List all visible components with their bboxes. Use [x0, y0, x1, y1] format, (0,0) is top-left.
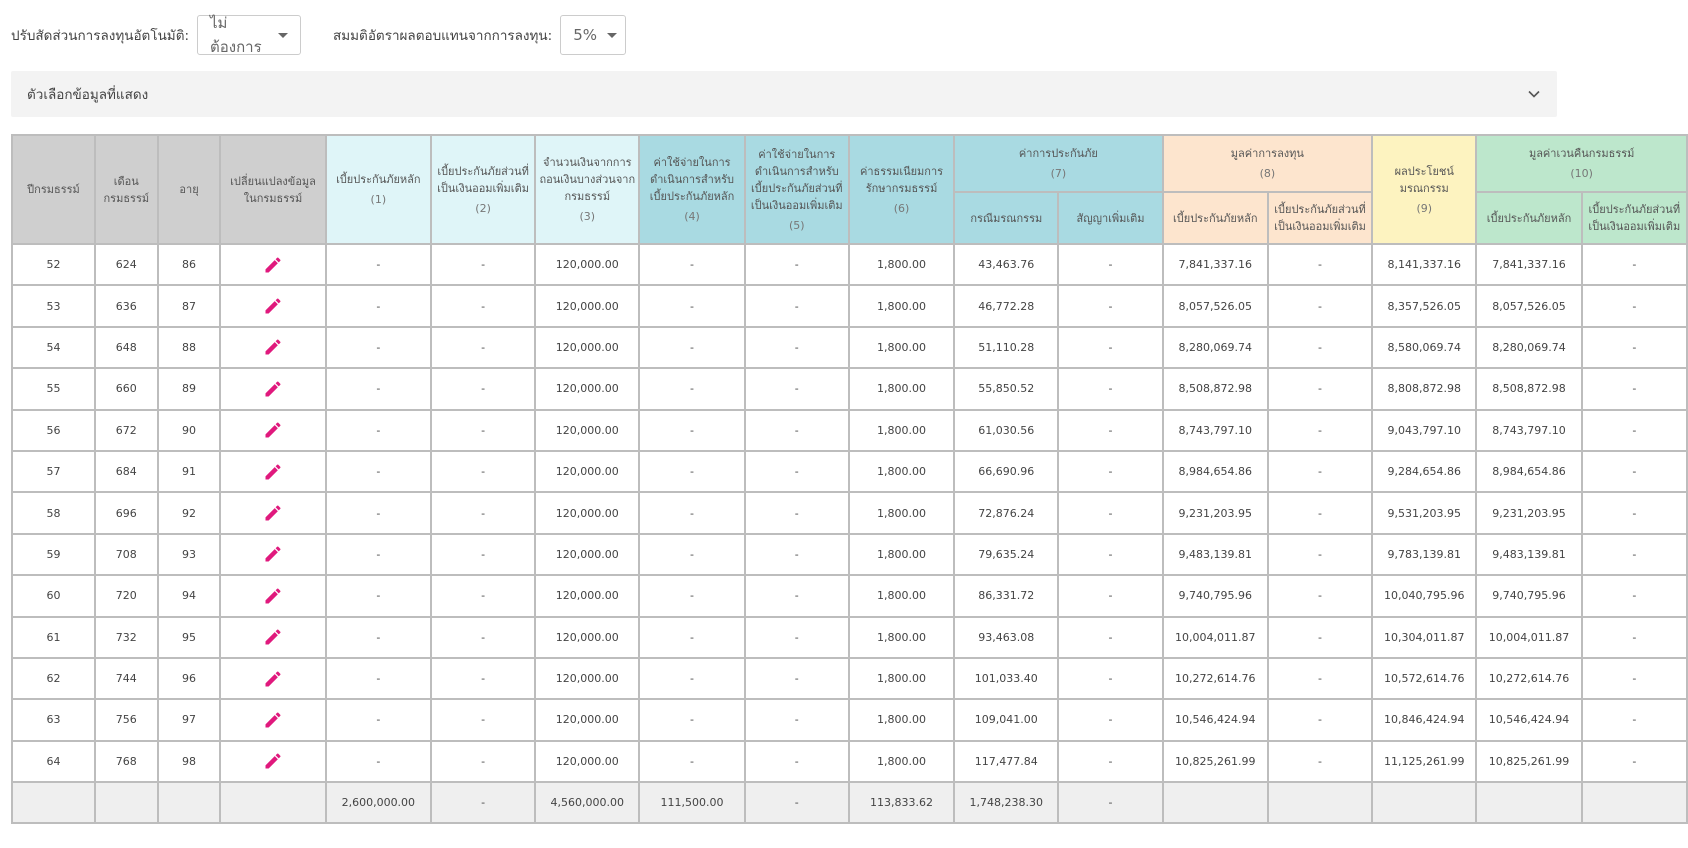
header-death-benefit: ผลประโยชน์มรณกรรม (9) — [1372, 135, 1476, 244]
cell-main-premium: - — [326, 451, 431, 492]
cell-investment-topup: - — [1268, 368, 1372, 409]
cell-policy-month: 636 — [95, 285, 158, 326]
cell-surrender-topup: - — [1582, 451, 1687, 492]
caret-down-icon — [607, 33, 617, 38]
cell-main-premium-charge: - — [639, 451, 744, 492]
pencil-icon — [263, 627, 283, 647]
cell-surrender-main: 8,057,526.05 — [1476, 285, 1581, 326]
total-policy-fee: 113,833.62 — [849, 782, 954, 823]
table-row — [12, 410, 1687, 451]
header-topup-premium-charge: ค่าใช้จ่ายในการดำเนินการสำหรับเบี้ยประกันภัยส่วนที่เป็นเงินออมเพิ่มเติม (5) — [745, 135, 849, 244]
header-age: อายุ — [158, 135, 221, 244]
auto-rebalance-dropdown[interactable] — [197, 15, 301, 55]
cell-death-charge: 51,110.28 — [954, 327, 1058, 368]
cell-policy-year: 56 — [12, 410, 95, 451]
cell-death-benefit: 8,141,337.16 — [1372, 244, 1476, 285]
cell-investment-main: 10,004,011.87 — [1163, 617, 1268, 658]
caret-down-icon — [278, 33, 288, 38]
cell-surrender-main: 9,483,139.81 — [1476, 534, 1581, 575]
total-rider-charge: - — [1058, 782, 1162, 823]
auto-rebalance-label: ปรับสัดส่วนการลงทุนอัตโนมัติ: — [11, 28, 190, 44]
cell-investment-main: 10,825,261.99 — [1163, 741, 1268, 782]
edit-policy-button[interactable] — [220, 658, 325, 699]
cell-policy-fee: 1,800.00 — [849, 575, 954, 616]
cell-topup-premium: - — [431, 285, 535, 326]
cell-topup-premium-charge: - — [745, 410, 849, 451]
cell-investment-main: 10,272,614.76 — [1163, 658, 1268, 699]
cell-policy-year: 63 — [12, 699, 95, 740]
cell-surrender-topup: - — [1582, 410, 1687, 451]
cell-investment-main: 8,743,797.10 — [1163, 410, 1268, 451]
table-row — [12, 699, 1687, 740]
cell-death-charge: 79,635.24 — [954, 534, 1058, 575]
cell-investment-topup: - — [1268, 410, 1372, 451]
cell-death-benefit: 8,808,872.98 — [1372, 368, 1476, 409]
totals-empty-cell — [1372, 782, 1476, 823]
cell-policy-fee: 1,800.00 — [849, 492, 954, 533]
pencil-icon — [263, 586, 283, 606]
edit-policy-button[interactable] — [220, 410, 325, 451]
auto-rebalance-value: ไม่ต้องการ — [210, 14, 262, 56]
table-row — [12, 658, 1687, 699]
cell-investment-topup: - — [1268, 741, 1372, 782]
cell-partial-withdrawal: 120,000.00 — [535, 451, 639, 492]
cell-surrender-main: 8,743,797.10 — [1476, 410, 1581, 451]
cell-investment-main: 9,740,795.96 — [1163, 575, 1268, 616]
cell-age: 86 — [158, 244, 221, 285]
header-policy-fee: ค่าธรรมเนียมการรักษากรมธรรม์ (6) — [849, 135, 954, 244]
cell-topup-premium-charge: - — [745, 741, 849, 782]
cell-policy-year: 59 — [12, 534, 95, 575]
illustration-table — [11, 134, 1688, 824]
pencil-icon — [263, 544, 283, 564]
totals-empty-cell — [220, 782, 325, 823]
pencil-icon — [263, 710, 283, 730]
cell-main-premium-charge: - — [639, 410, 744, 451]
header-main-premium-charge: ค่าใช้จ่ายในการดำเนินการสำหรับเบี้ยประกันภัยหลัก (4) — [639, 135, 744, 244]
cell-main-premium-charge: - — [639, 244, 744, 285]
table-row — [12, 285, 1687, 326]
cell-rider-charge: - — [1058, 534, 1162, 575]
cell-death-benefit: 9,783,139.81 — [1372, 534, 1476, 575]
top-controls — [11, 15, 626, 55]
cell-death-benefit: 10,304,011.87 — [1372, 617, 1476, 658]
cell-main-premium: - — [326, 699, 431, 740]
cell-age: 96 — [158, 658, 221, 699]
cell-surrender-topup: - — [1582, 699, 1687, 740]
cell-rider-charge: - — [1058, 741, 1162, 782]
cell-investment-main: 8,508,872.98 — [1163, 368, 1268, 409]
cell-policy-fee: 1,800.00 — [849, 451, 954, 492]
total-main-premium: 2,600,000.00 — [326, 782, 431, 823]
cell-rider-charge: - — [1058, 451, 1162, 492]
cell-surrender-main: 8,508,872.98 — [1476, 368, 1581, 409]
cell-death-charge: 66,690.96 — [954, 451, 1058, 492]
cell-policy-fee: 1,800.00 — [849, 410, 954, 451]
assumed-return-value: 5% — [573, 26, 597, 44]
header-policy-month: เดือนกรมธรรม์ — [95, 135, 158, 244]
cell-death-charge: 46,772.28 — [954, 285, 1058, 326]
pencil-icon — [263, 255, 283, 275]
cell-investment-main: 8,057,526.05 — [1163, 285, 1268, 326]
cell-rider-charge: - — [1058, 410, 1162, 451]
cell-policy-month: 696 — [95, 492, 158, 533]
cell-death-benefit: 10,040,795.96 — [1372, 575, 1476, 616]
display-options-panel[interactable] — [11, 71, 1557, 117]
cell-main-premium-charge: - — [639, 327, 744, 368]
cell-death-benefit: 10,846,424.94 — [1372, 699, 1476, 740]
cell-topup-premium: - — [431, 741, 535, 782]
header-investment-value: มูลค่าการลงทุน (8) — [1163, 135, 1373, 192]
cell-main-premium: - — [326, 741, 431, 782]
cell-topup-premium: - — [431, 699, 535, 740]
cell-investment-topup: - — [1268, 617, 1372, 658]
totals-empty-cell — [158, 782, 221, 823]
cell-age: 92 — [158, 492, 221, 533]
cell-policy-month: 744 — [95, 658, 158, 699]
cell-policy-month: 660 — [95, 368, 158, 409]
cell-death-charge: 117,477.84 — [954, 741, 1058, 782]
cell-rider-charge: - — [1058, 492, 1162, 533]
cell-surrender-main: 10,272,614.76 — [1476, 658, 1581, 699]
cell-surrender-topup: - — [1582, 244, 1687, 285]
pencil-icon — [263, 503, 283, 523]
cell-death-benefit: 9,043,797.10 — [1372, 410, 1476, 451]
cell-death-charge: 109,041.00 — [954, 699, 1058, 740]
table-row — [12, 741, 1687, 782]
totals-empty-cell — [95, 782, 158, 823]
totals-empty-cell — [1163, 782, 1268, 823]
cell-policy-month: 708 — [95, 534, 158, 575]
cell-investment-main: 10,546,424.94 — [1163, 699, 1268, 740]
header-insurance-charge: ค่าการประกันภัย (7) — [954, 135, 1162, 192]
cell-topup-premium: - — [431, 244, 535, 285]
cell-investment-topup: - — [1268, 327, 1372, 368]
cell-rider-charge: - — [1058, 285, 1162, 326]
cell-policy-fee: 1,800.00 — [849, 285, 954, 326]
cell-main-premium: - — [326, 658, 431, 699]
total-partial-withdrawal: 4,560,000.00 — [535, 782, 639, 823]
pencil-icon — [263, 751, 283, 771]
cell-topup-premium-charge: - — [745, 492, 849, 533]
cell-partial-withdrawal: 120,000.00 — [535, 327, 639, 368]
cell-surrender-topup: - — [1582, 658, 1687, 699]
assumed-return-dropdown[interactable] — [560, 15, 626, 55]
table-row — [12, 492, 1687, 533]
cell-investment-main: 7,841,337.16 — [1163, 244, 1268, 285]
cell-partial-withdrawal: 120,000.00 — [535, 658, 639, 699]
cell-main-premium-charge: - — [639, 534, 744, 575]
cell-rider-charge: - — [1058, 368, 1162, 409]
cell-main-premium: - — [326, 492, 431, 533]
cell-policy-fee: 1,800.00 — [849, 244, 954, 285]
cell-age: 94 — [158, 575, 221, 616]
cell-policy-year: 64 — [12, 741, 95, 782]
header-investment-topup: เบี้ยประกันภัยส่วนที่เป็นเงินออมเพิ่มเติม — [1268, 192, 1372, 244]
cell-partial-withdrawal: 120,000.00 — [535, 244, 639, 285]
edit-policy-button[interactable] — [220, 534, 325, 575]
cell-topup-premium-charge: - — [745, 534, 849, 575]
cell-surrender-topup: - — [1582, 492, 1687, 533]
cell-policy-month: 720 — [95, 575, 158, 616]
cell-policy-fee: 1,800.00 — [849, 741, 954, 782]
cell-death-charge: 55,850.52 — [954, 368, 1058, 409]
cell-topup-premium-charge: - — [745, 575, 849, 616]
edit-policy-button[interactable] — [220, 285, 325, 326]
cell-main-premium: - — [326, 285, 431, 326]
cell-policy-year: 60 — [12, 575, 95, 616]
cell-age: 93 — [158, 534, 221, 575]
header-partial-withdrawal: จำนวนเงินจากการถอนเงินบางส่วนจากกรมธรรม์ (3) — [535, 135, 639, 244]
pencil-icon — [263, 669, 283, 689]
cell-surrender-topup: - — [1582, 575, 1687, 616]
header-topup-premium: เบี้ยประกันภัยส่วนที่เป็นเงินออมเพิ่มเติม (2) — [431, 135, 535, 244]
cell-death-benefit: 8,357,526.05 — [1372, 285, 1476, 326]
pencil-icon — [263, 379, 283, 399]
cell-investment-topup: - — [1268, 575, 1372, 616]
cell-main-premium-charge: - — [639, 368, 744, 409]
table-row — [12, 575, 1687, 616]
cell-age: 88 — [158, 327, 221, 368]
cell-surrender-main: 10,825,261.99 — [1476, 741, 1581, 782]
cell-death-benefit: 8,580,069.74 — [1372, 327, 1476, 368]
cell-surrender-topup: - — [1582, 617, 1687, 658]
header-death-case: กรณีมรณกรรม — [954, 192, 1058, 244]
cell-age: 89 — [158, 368, 221, 409]
table-row — [12, 327, 1687, 368]
edit-policy-button[interactable] — [220, 244, 325, 285]
cell-policy-fee: 1,800.00 — [849, 658, 954, 699]
cell-surrender-main: 7,841,337.16 — [1476, 244, 1581, 285]
pencil-icon — [263, 296, 283, 316]
cell-policy-fee: 1,800.00 — [849, 368, 954, 409]
cell-age: 90 — [158, 410, 221, 451]
cell-investment-main: 9,231,203.95 — [1163, 492, 1268, 533]
cell-main-premium: - — [326, 410, 431, 451]
header-policy-year: ปีกรมธรรม์ — [12, 135, 95, 244]
total-main-premium-charge: 111,500.00 — [639, 782, 744, 823]
cell-policy-year: 57 — [12, 451, 95, 492]
cell-death-charge: 72,876.24 — [954, 492, 1058, 533]
cell-death-charge: 86,331.72 — [954, 575, 1058, 616]
cell-rider-charge: - — [1058, 244, 1162, 285]
totals-row — [12, 782, 1687, 823]
table-row — [12, 451, 1687, 492]
cell-policy-month: 672 — [95, 410, 158, 451]
cell-investment-topup: - — [1268, 451, 1372, 492]
totals-empty-cell — [1476, 782, 1581, 823]
cell-main-premium-charge: - — [639, 617, 744, 658]
cell-policy-year: 62 — [12, 658, 95, 699]
edit-policy-button[interactable] — [220, 699, 325, 740]
cell-main-premium-charge: - — [639, 575, 744, 616]
cell-surrender-main: 10,004,011.87 — [1476, 617, 1581, 658]
cell-rider-charge: - — [1058, 327, 1162, 368]
cell-topup-premium: - — [431, 492, 535, 533]
cell-main-premium-charge: - — [639, 285, 744, 326]
total-death-charge: 1,748,238.30 — [954, 782, 1058, 823]
cell-age: 95 — [158, 617, 221, 658]
cell-main-premium-charge: - — [639, 741, 744, 782]
cell-rider-charge: - — [1058, 699, 1162, 740]
cell-partial-withdrawal: 120,000.00 — [535, 575, 639, 616]
cell-rider-charge: - — [1058, 658, 1162, 699]
cell-investment-main: 8,984,654.86 — [1163, 451, 1268, 492]
cell-partial-withdrawal: 120,000.00 — [535, 534, 639, 575]
cell-death-charge: 93,463.08 — [954, 617, 1058, 658]
illustration-table-wrapper[interactable] — [11, 134, 1681, 824]
pencil-icon — [263, 420, 283, 440]
header-investment-main: เบี้ยประกันภัยหลัก — [1163, 192, 1268, 244]
total-topup-premium: - — [431, 782, 535, 823]
cell-surrender-topup: - — [1582, 368, 1687, 409]
cell-investment-topup: - — [1268, 699, 1372, 740]
cell-topup-premium-charge: - — [745, 327, 849, 368]
table-row — [12, 617, 1687, 658]
table-row — [12, 368, 1687, 409]
pencil-icon — [263, 337, 283, 357]
header-surrender-topup: เบี้ยประกันภัยส่วนที่เป็นเงินออมเพิ่มเติม — [1582, 192, 1687, 244]
cell-policy-month: 768 — [95, 741, 158, 782]
cell-topup-premium: - — [431, 327, 535, 368]
cell-main-premium-charge: - — [639, 699, 744, 740]
header-rider: สัญญาเพิ่มเติม — [1058, 192, 1162, 244]
cell-main-premium: - — [326, 327, 431, 368]
edit-policy-button[interactable] — [220, 741, 325, 782]
cell-topup-premium: - — [431, 410, 535, 451]
table-row — [12, 244, 1687, 285]
cell-topup-premium: - — [431, 368, 535, 409]
cell-partial-withdrawal: 120,000.00 — [535, 741, 639, 782]
cell-investment-topup: - — [1268, 658, 1372, 699]
cell-death-benefit: 9,531,203.95 — [1372, 492, 1476, 533]
cell-main-premium: - — [326, 575, 431, 616]
cell-main-premium-charge: - — [639, 658, 744, 699]
cell-rider-charge: - — [1058, 575, 1162, 616]
cell-partial-withdrawal: 120,000.00 — [535, 285, 639, 326]
cell-surrender-topup: - — [1582, 285, 1687, 326]
cell-policy-year: 53 — [12, 285, 95, 326]
cell-main-premium: - — [326, 368, 431, 409]
cell-investment-topup: - — [1268, 244, 1372, 285]
cell-topup-premium-charge: - — [745, 658, 849, 699]
cell-policy-fee: 1,800.00 — [849, 534, 954, 575]
header-surrender-main: เบี้ยประกันภัยหลัก — [1476, 192, 1581, 244]
cell-policy-month: 756 — [95, 699, 158, 740]
cell-death-charge: 101,033.40 — [954, 658, 1058, 699]
cell-surrender-main: 10,546,424.94 — [1476, 699, 1581, 740]
cell-investment-topup: - — [1268, 285, 1372, 326]
cell-policy-month: 648 — [95, 327, 158, 368]
cell-age: 98 — [158, 741, 221, 782]
cell-policy-fee: 1,800.00 — [849, 699, 954, 740]
cell-death-benefit: 9,284,654.86 — [1372, 451, 1476, 492]
cell-surrender-topup: - — [1582, 327, 1687, 368]
cell-partial-withdrawal: 120,000.00 — [535, 368, 639, 409]
cell-death-benefit: 11,125,261.99 — [1372, 741, 1476, 782]
cell-death-charge: 61,030.56 — [954, 410, 1058, 451]
cell-policy-year: 55 — [12, 368, 95, 409]
display-options-title: ตัวเลือกข้อมูลที่แสดง — [27, 87, 149, 103]
cell-age: 91 — [158, 451, 221, 492]
edit-policy-button[interactable] — [220, 492, 325, 533]
header-main-premium: เบี้ยประกันภัยหลัก (1) — [326, 135, 431, 244]
totals-empty-cell — [12, 782, 95, 823]
cell-topup-premium-charge: - — [745, 368, 849, 409]
cell-death-benefit: 10,572,614.76 — [1372, 658, 1476, 699]
edit-policy-button[interactable] — [220, 575, 325, 616]
cell-surrender-main: 8,984,654.86 — [1476, 451, 1581, 492]
cell-main-premium: - — [326, 244, 431, 285]
cell-age: 87 — [158, 285, 221, 326]
cell-policy-year: 52 — [12, 244, 95, 285]
cell-main-premium: - — [326, 617, 431, 658]
pencil-icon — [263, 462, 283, 482]
edit-policy-button[interactable] — [220, 451, 325, 492]
cell-topup-premium: - — [431, 451, 535, 492]
header-change-policy: เปลี่ยนแปลงข้อมูลในกรมธรรม์ — [220, 135, 325, 244]
cell-policy-month: 732 — [95, 617, 158, 658]
cell-policy-year: 61 — [12, 617, 95, 658]
cell-investment-topup: - — [1268, 534, 1372, 575]
cell-topup-premium-charge: - — [745, 244, 849, 285]
cell-surrender-main: 9,740,795.96 — [1476, 575, 1581, 616]
table-row — [12, 534, 1687, 575]
cell-main-premium: - — [326, 534, 431, 575]
cell-surrender-topup: - — [1582, 534, 1687, 575]
cell-partial-withdrawal: 120,000.00 — [535, 699, 639, 740]
cell-death-charge: 43,463.76 — [954, 244, 1058, 285]
edit-policy-button[interactable] — [220, 327, 325, 368]
cell-topup-premium: - — [431, 575, 535, 616]
cell-partial-withdrawal: 120,000.00 — [535, 617, 639, 658]
cell-investment-main: 8,280,069.74 — [1163, 327, 1268, 368]
cell-age: 97 — [158, 699, 221, 740]
cell-partial-withdrawal: 120,000.00 — [535, 410, 639, 451]
header-surrender-value: มูลค่าเวนคืนกรมธรรม์ (10) — [1476, 135, 1687, 192]
totals-empty-cell — [1582, 782, 1687, 823]
cell-policy-month: 624 — [95, 244, 158, 285]
cell-surrender-main: 8,280,069.74 — [1476, 327, 1581, 368]
cell-topup-premium: - — [431, 617, 535, 658]
cell-policy-month: 684 — [95, 451, 158, 492]
edit-policy-button[interactable] — [220, 368, 325, 409]
cell-main-premium-charge: - — [639, 492, 744, 533]
cell-topup-premium: - — [431, 658, 535, 699]
edit-policy-button[interactable] — [220, 617, 325, 658]
cell-policy-fee: 1,800.00 — [849, 617, 954, 658]
cell-topup-premium-charge: - — [745, 617, 849, 658]
cell-rider-charge: - — [1058, 617, 1162, 658]
cell-policy-year: 54 — [12, 327, 95, 368]
cell-topup-premium-charge: - — [745, 285, 849, 326]
cell-investment-main: 9,483,139.81 — [1163, 534, 1268, 575]
chevron-down-icon — [1527, 87, 1541, 101]
cell-investment-topup: - — [1268, 492, 1372, 533]
cell-topup-premium: - — [431, 534, 535, 575]
total-topup-premium-charge: - — [745, 782, 849, 823]
cell-topup-premium-charge: - — [745, 699, 849, 740]
cell-surrender-topup: - — [1582, 741, 1687, 782]
assumed-return-label: สมมติอัตราผลตอบแทนจากการลงทุน: — [333, 28, 553, 44]
totals-empty-cell — [1268, 782, 1372, 823]
cell-policy-year: 58 — [12, 492, 95, 533]
cell-policy-fee: 1,800.00 — [849, 327, 954, 368]
cell-partial-withdrawal: 120,000.00 — [535, 492, 639, 533]
cell-surrender-main: 9,231,203.95 — [1476, 492, 1581, 533]
cell-topup-premium-charge: - — [745, 451, 849, 492]
